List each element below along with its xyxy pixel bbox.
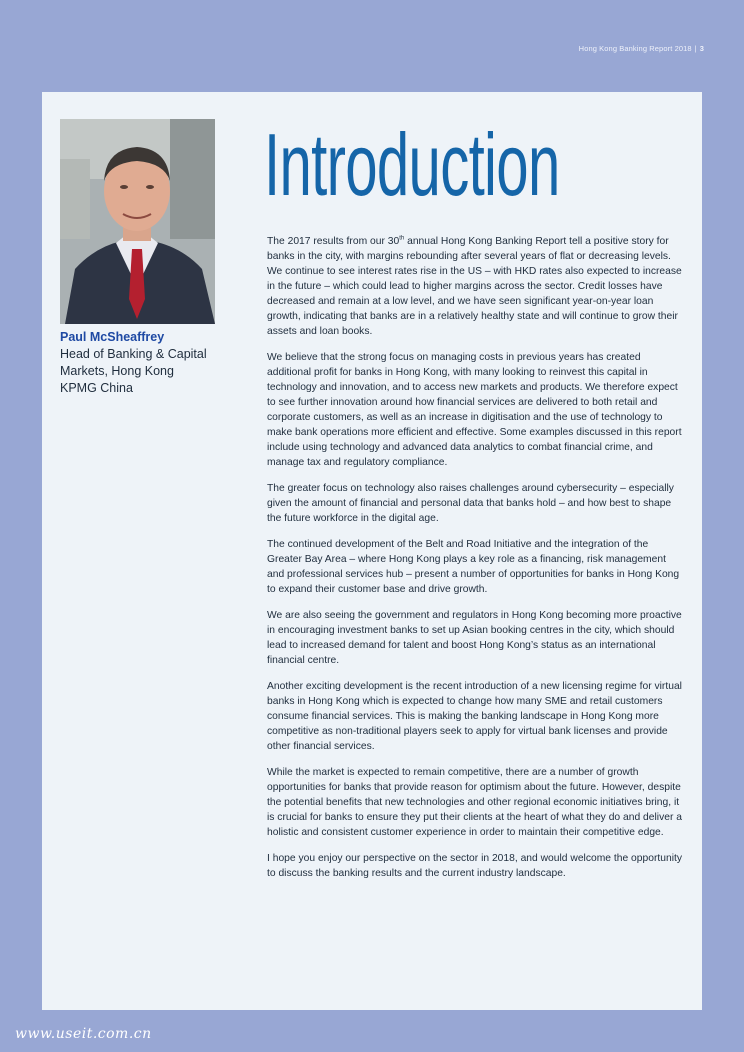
watermark: www.useit.com.cn bbox=[15, 1026, 152, 1042]
profile-caption bbox=[60, 329, 250, 397]
profile-role-line2: Markets, Hong Kong bbox=[60, 364, 174, 378]
paragraph-8: I hope you enjoy our perspective on the sector in 2018, and would welcome the opportunity to discuss the banking results and the current industry landscape. bbox=[267, 853, 682, 879]
report-title: Hong Kong Banking Report 2018 bbox=[578, 44, 692, 53]
page-number: 3 bbox=[699, 44, 704, 53]
profile-role-line1: Head of Banking & Capital bbox=[60, 347, 207, 361]
profile-org: KPMG China bbox=[60, 381, 133, 395]
paragraph-1-rest: annual Hong Kong Banking Report tell a positive story for banks in the city, with margins rebounding after several years of flat or decreasing levels. We continue to see interest rates rise in the US – with HKD rates also expected to increase in the future – which could lead to higher margins across the sector. Credit losses have decreased and remain at a low level, and we have seen significant year-on-year loan growth, indicating that banks are in a relatively healthy state and will continue to grow their assets and loan books. bbox=[267, 236, 682, 337]
paragraph-2: We believe that the strong focus on managing costs in previous years has created additional profit for banks in Hong Kong, with many looking to reinvest this capital in technology and innovation, and to access new markets and products. We therefore expect to see further innovation around how financial services are delivered to both retail and corporate customers, as well as an increase in digitisation and the use of technology to make bank operations more efficient and effective. Some examples discussed in this report include using technology and advanced data analytics to combat financial crime, and manage tax and regulatory compliance. bbox=[267, 352, 682, 468]
paragraph-1-start: The 2017 results from our 30 bbox=[267, 236, 400, 247]
paragraph-3: The greater focus on technology also raises challenges around cybersecurity – especially given the amount of financial and personal data that banks hold – and how best to shape the future workforce in the digital age. bbox=[267, 483, 674, 524]
article-body bbox=[267, 234, 682, 892]
paragraph-5: We are also seeing the government and regulators in Hong Kong becoming more proactive in encouraging investment banks to set up Asian booking centres in the city, which should lead to increased demand for talent and boost Hong Kong’s status as an international financial centre. bbox=[267, 610, 682, 666]
portrait-photo bbox=[60, 119, 215, 324]
page-title: Introduction bbox=[264, 115, 560, 214]
paragraph-6: Another exciting development is the recent introduction of a new licensing regime for virtual banks in Hong Kong which is expected to change how many SME and retail customers consume financial services. This is making the banking landscape in Hong Kong more competitive as non-traditional players seek to apply for virtual bank licenses and provide other financial services. bbox=[267, 681, 682, 752]
page-header bbox=[579, 44, 704, 53]
ordinal-suffix: th bbox=[399, 235, 405, 242]
paragraph-1 bbox=[267, 234, 682, 339]
profile-name: Paul McSheaffrey bbox=[60, 330, 165, 344]
paragraph-7: While the market is expected to remain competitive, there are a number of growth opportunities for banks that provide reason for optimism about the future. However, despite the potential benefits that new technologies and other regional economic initiatives bring, it is crucial for banks to ensure they put their clients at the heart of what they do and deliver a holistic and consistent customer experience in order to maintain their competitive edge. bbox=[267, 767, 682, 838]
portrait-illustration bbox=[60, 119, 215, 324]
header-separator: | bbox=[694, 44, 697, 53]
paragraph-4: The continued development of the Belt and Road Initiative and the integration of the Greater Bay Area – where Hong Kong plays a key role as a financing, risk management and professional services hub – present a number of opportunities for banks in Hong Kong to expand their customer base and drive growth. bbox=[267, 539, 680, 595]
